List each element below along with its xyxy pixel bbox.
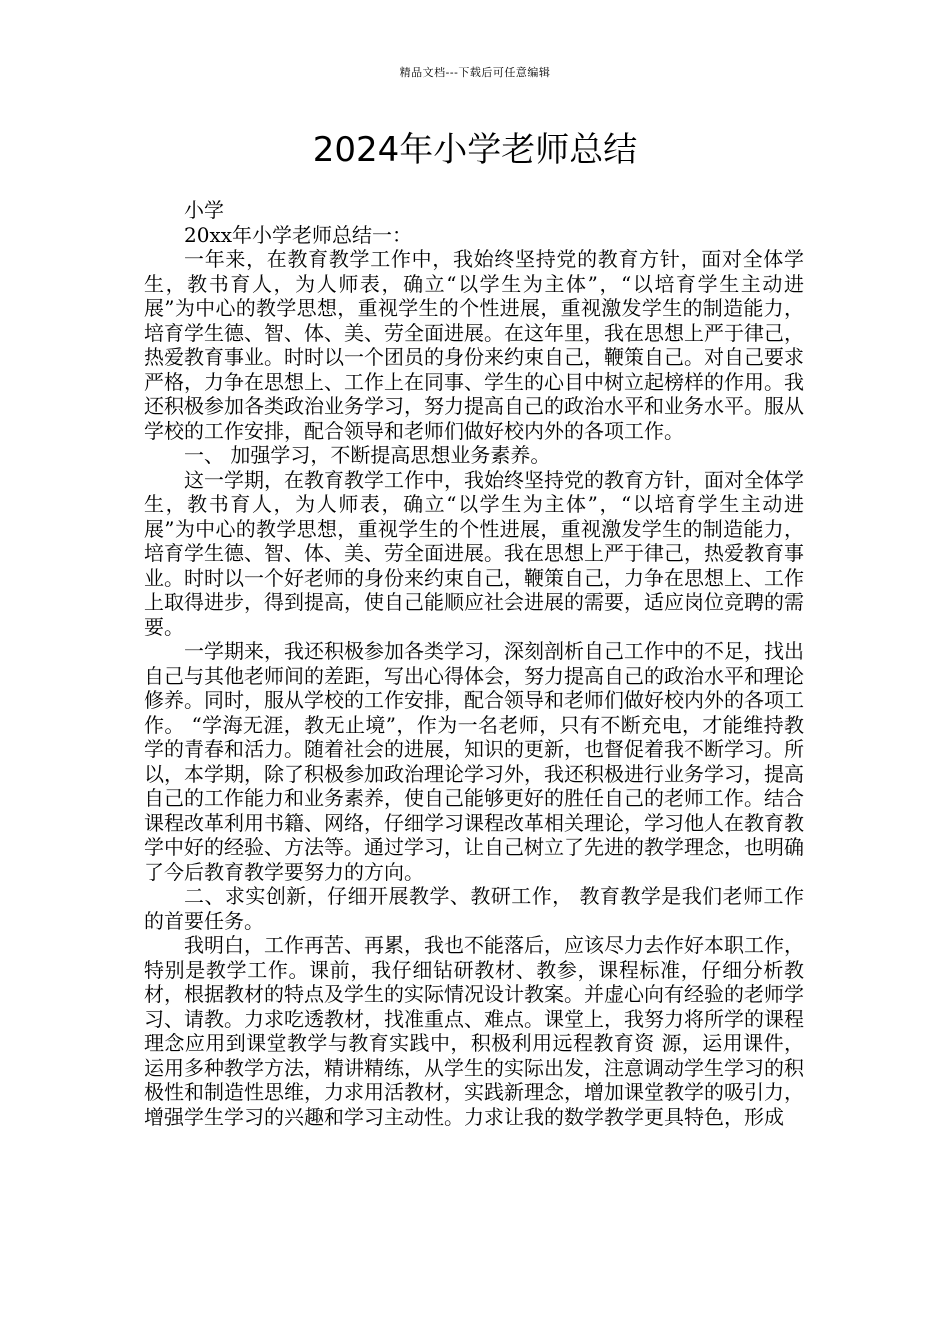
section-heading: 一、 加强学习，不断提高思想业务素养。	[184, 443, 551, 467]
document-body	[144, 198, 804, 1129]
paragraph: 小学	[184, 198, 224, 222]
paragraph: 20xx年小学老师总结一：	[184, 222, 413, 247]
paragraph: 这一学期，在教育教学工作中，我始终坚持党的教育方针，面对全体学生，教书育人，为人师表，确立“以学生为主体”，“以培育学生主动进展”为中心的教学思想，重视学生的个性进展，重视激发学生的制造能力，培育学生德、智、体、美、劳全面进展。我在思想上严于律己，热爱教育事业。时时以一个好老师的身份来约束自己，鞭策自己，力争在思想上、工作上取得进步，得到提高，使自己能顺应社会进展的需要，适应岗位竞聘的需要。	[144, 467, 804, 639]
paragraph: 一学期来，我还积极参加各类学习，深刻剖析自己工作中的不足，找出自己与其他老师间的差距，写出心得体会，努力提高自己的政治水平和理论修养。同时，服从学校的工作安排，配合领导和老师们做好校内外的各项工作。 “学海无涯，教无止境”，作为一名老师，只有不断充电，才能维持教学的青春和活力。随着社会的进展，知识的更新，也督促着我不断学习。所以，本学期，除了积极参加政治理论学习外，我还积极进行业务学习，提高自己的工作能力和业务素养，使自己能够更好的胜任自己的老师工作。结合课程改革利用书籍、网络，仔细学习课程改革相关理论，学习他人在教育教学中好的经验、方法等。通过学习，让自己树立了先进的教学理念，也明确了今后教育教学要努力的方向。	[144, 639, 804, 884]
document-title: 2024年小学老师总结	[312, 130, 638, 170]
section-heading: 二、求实创新，仔细开展教学、教研工作， 教育教学是我们老师工作的首要任务。	[144, 884, 804, 933]
paragraph: 我明白，工作再苦、再累，我也不能落后，应该尽力去作好本职工作，特别是教学工作。课前，我仔细钻研教材、教参，课程标准，仔细分析教材，根据教材的特点及学生的实际情况设计教案。并虚心向有经验的老师学习、请教。力求吃透教材，找准重点、难点。课堂上，我努力将所学的课程理念应用到课堂教学与教育实践中，积极利用远程教育资 源，运用课件，运用多种教学方法，精讲精练，从学生的实际出发，注意调动学生学习的积极性和制造性思维，力求用活教材，实践新理念，增加课堂教学的吸引力，增强学生学习的兴趣和学习主动性。力求让我的数学教学更具特色，形成	[144, 933, 804, 1129]
paragraph: 一年来，在教育教学工作中，我始终坚持党的教育方针，面对全体学生，教书育人，为人师表，确立“以学生为主体”，“以培育学生主动进展”为中心的教学思想，重视学生的个性进展，重视激发学生的制造能力，培育学生德、智、体、美、劳全面进展。在这年里，我在思想上严于律己，热爱教育事业。时时以一个团员的身份来约束自己，鞭策自己。对自己要求严格，力争在思想上、工作上在同事、学生的心目中树立起榜样的作用。我还积极参加各类政治业务学习，努力提高自己的政治水平和业务水平。服从学校的工作安排，配合领导和老师们做好校内外的各项工作。	[144, 247, 804, 443]
header-note: 精品文档---下载后可任意编辑	[399, 66, 551, 79]
